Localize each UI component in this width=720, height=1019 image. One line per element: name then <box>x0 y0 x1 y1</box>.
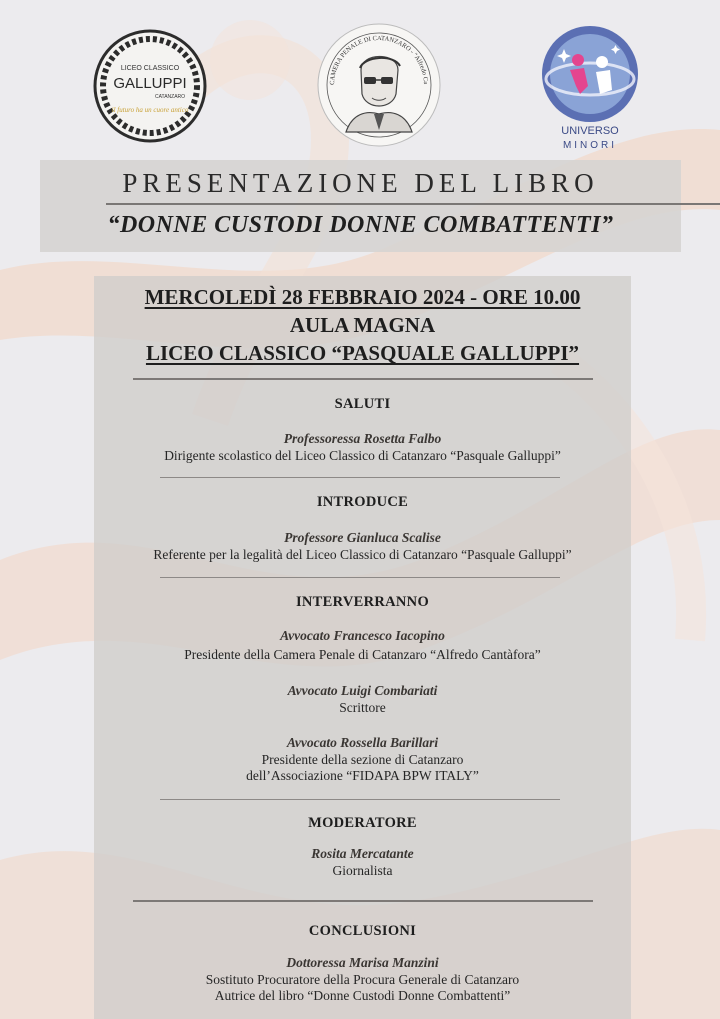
speaker-3-person: Avvocato Rossella Barillari <box>286 735 439 750</box>
speaker-2-person: Avvocato Luigi Combariati <box>287 683 438 698</box>
speaker-2-role: Scrittore <box>339 700 386 715</box>
section-heading-moderatore: MODERATORE <box>308 815 417 831</box>
section-heading-saluti: SALUTI <box>334 396 391 412</box>
title-band <box>40 160 681 252</box>
speaker-3-role-line1: Presidente della sezione di Catanzaro <box>261 752 464 767</box>
divider <box>133 378 593 380</box>
camera-ring-text: CAMERA PENALE DI CATANZARO - "Alfredo Ca <box>328 34 430 86</box>
divider <box>160 477 560 478</box>
conclusioni-role-line2: Autrice del libro “Donne Custodi Donne Combattenti” <box>214 988 511 1003</box>
moderatore-person: Rosita Mercatante <box>311 846 414 861</box>
divider <box>160 577 560 578</box>
title-divider <box>106 203 720 205</box>
conclusioni-person: Dottoressa Marisa Manzini <box>286 955 439 970</box>
speaker-3-role-line2: dell’Associazione “FIDAPA BPW ITALY” <box>246 768 479 783</box>
introduce-person: Professore Gianluca Scalise <box>284 530 441 545</box>
universo-line2: MINORI <box>562 140 618 151</box>
saluti-role: Dirigente scolastico del Liceo Classico di Catanzaro “Pasquale Galluppi” <box>164 448 561 463</box>
galluppi-line2: GALLUPPI <box>113 75 187 92</box>
introduce-role: Referente per la legalità del Liceo Classico di Catanzaro “Pasquale Galluppi” <box>153 547 572 562</box>
book-title: “DONNE CUSTODI DONNE COMBATTENTI” <box>107 212 614 238</box>
camera-penale-logo <box>316 22 442 148</box>
universo-minori-logo <box>540 24 644 152</box>
galluppi-motto: il futuro ha un cuore antico <box>111 106 189 114</box>
event-place: AULA MAGNA <box>289 313 436 337</box>
speaker-1-person: Avvocato Francesco Iacopino <box>280 628 445 643</box>
galluppi-line1: LICEO CLASSICO <box>120 65 180 72</box>
saluti-person: Professoressa Rosetta Falbo <box>283 431 442 446</box>
conclusioni-role-line1: Sostituto Procuratore della Procura Generale di Catanzaro <box>205 972 520 987</box>
page-title: PRESENTAZIONE DEL LIBRO <box>122 168 599 198</box>
divider <box>160 799 560 800</box>
universo-line1: UNIVERSO <box>561 125 619 137</box>
section-heading-conclusioni: CONCLUSIONI <box>308 923 417 939</box>
section-heading-interverranno: INTERVERRANNO <box>295 594 430 610</box>
galluppi-line3: CATANZARO <box>154 94 186 100</box>
speaker-1-role: Presidente della Camera Penale di Catanzaro “Alfredo Cantàfora” <box>184 647 541 662</box>
event-date: MERCOLEDÌ 28 FEBBRAIO 2024 - ORE 10.00 <box>144 285 581 309</box>
divider <box>133 900 593 902</box>
section-heading-introduce: INTRODUCE <box>316 494 409 510</box>
event-venue: LICEO CLASSICO “PASQUALE GALLUPPI” <box>145 341 580 365</box>
liceo-galluppi-logo <box>92 28 208 144</box>
moderatore-role: Giornalista <box>332 863 393 878</box>
